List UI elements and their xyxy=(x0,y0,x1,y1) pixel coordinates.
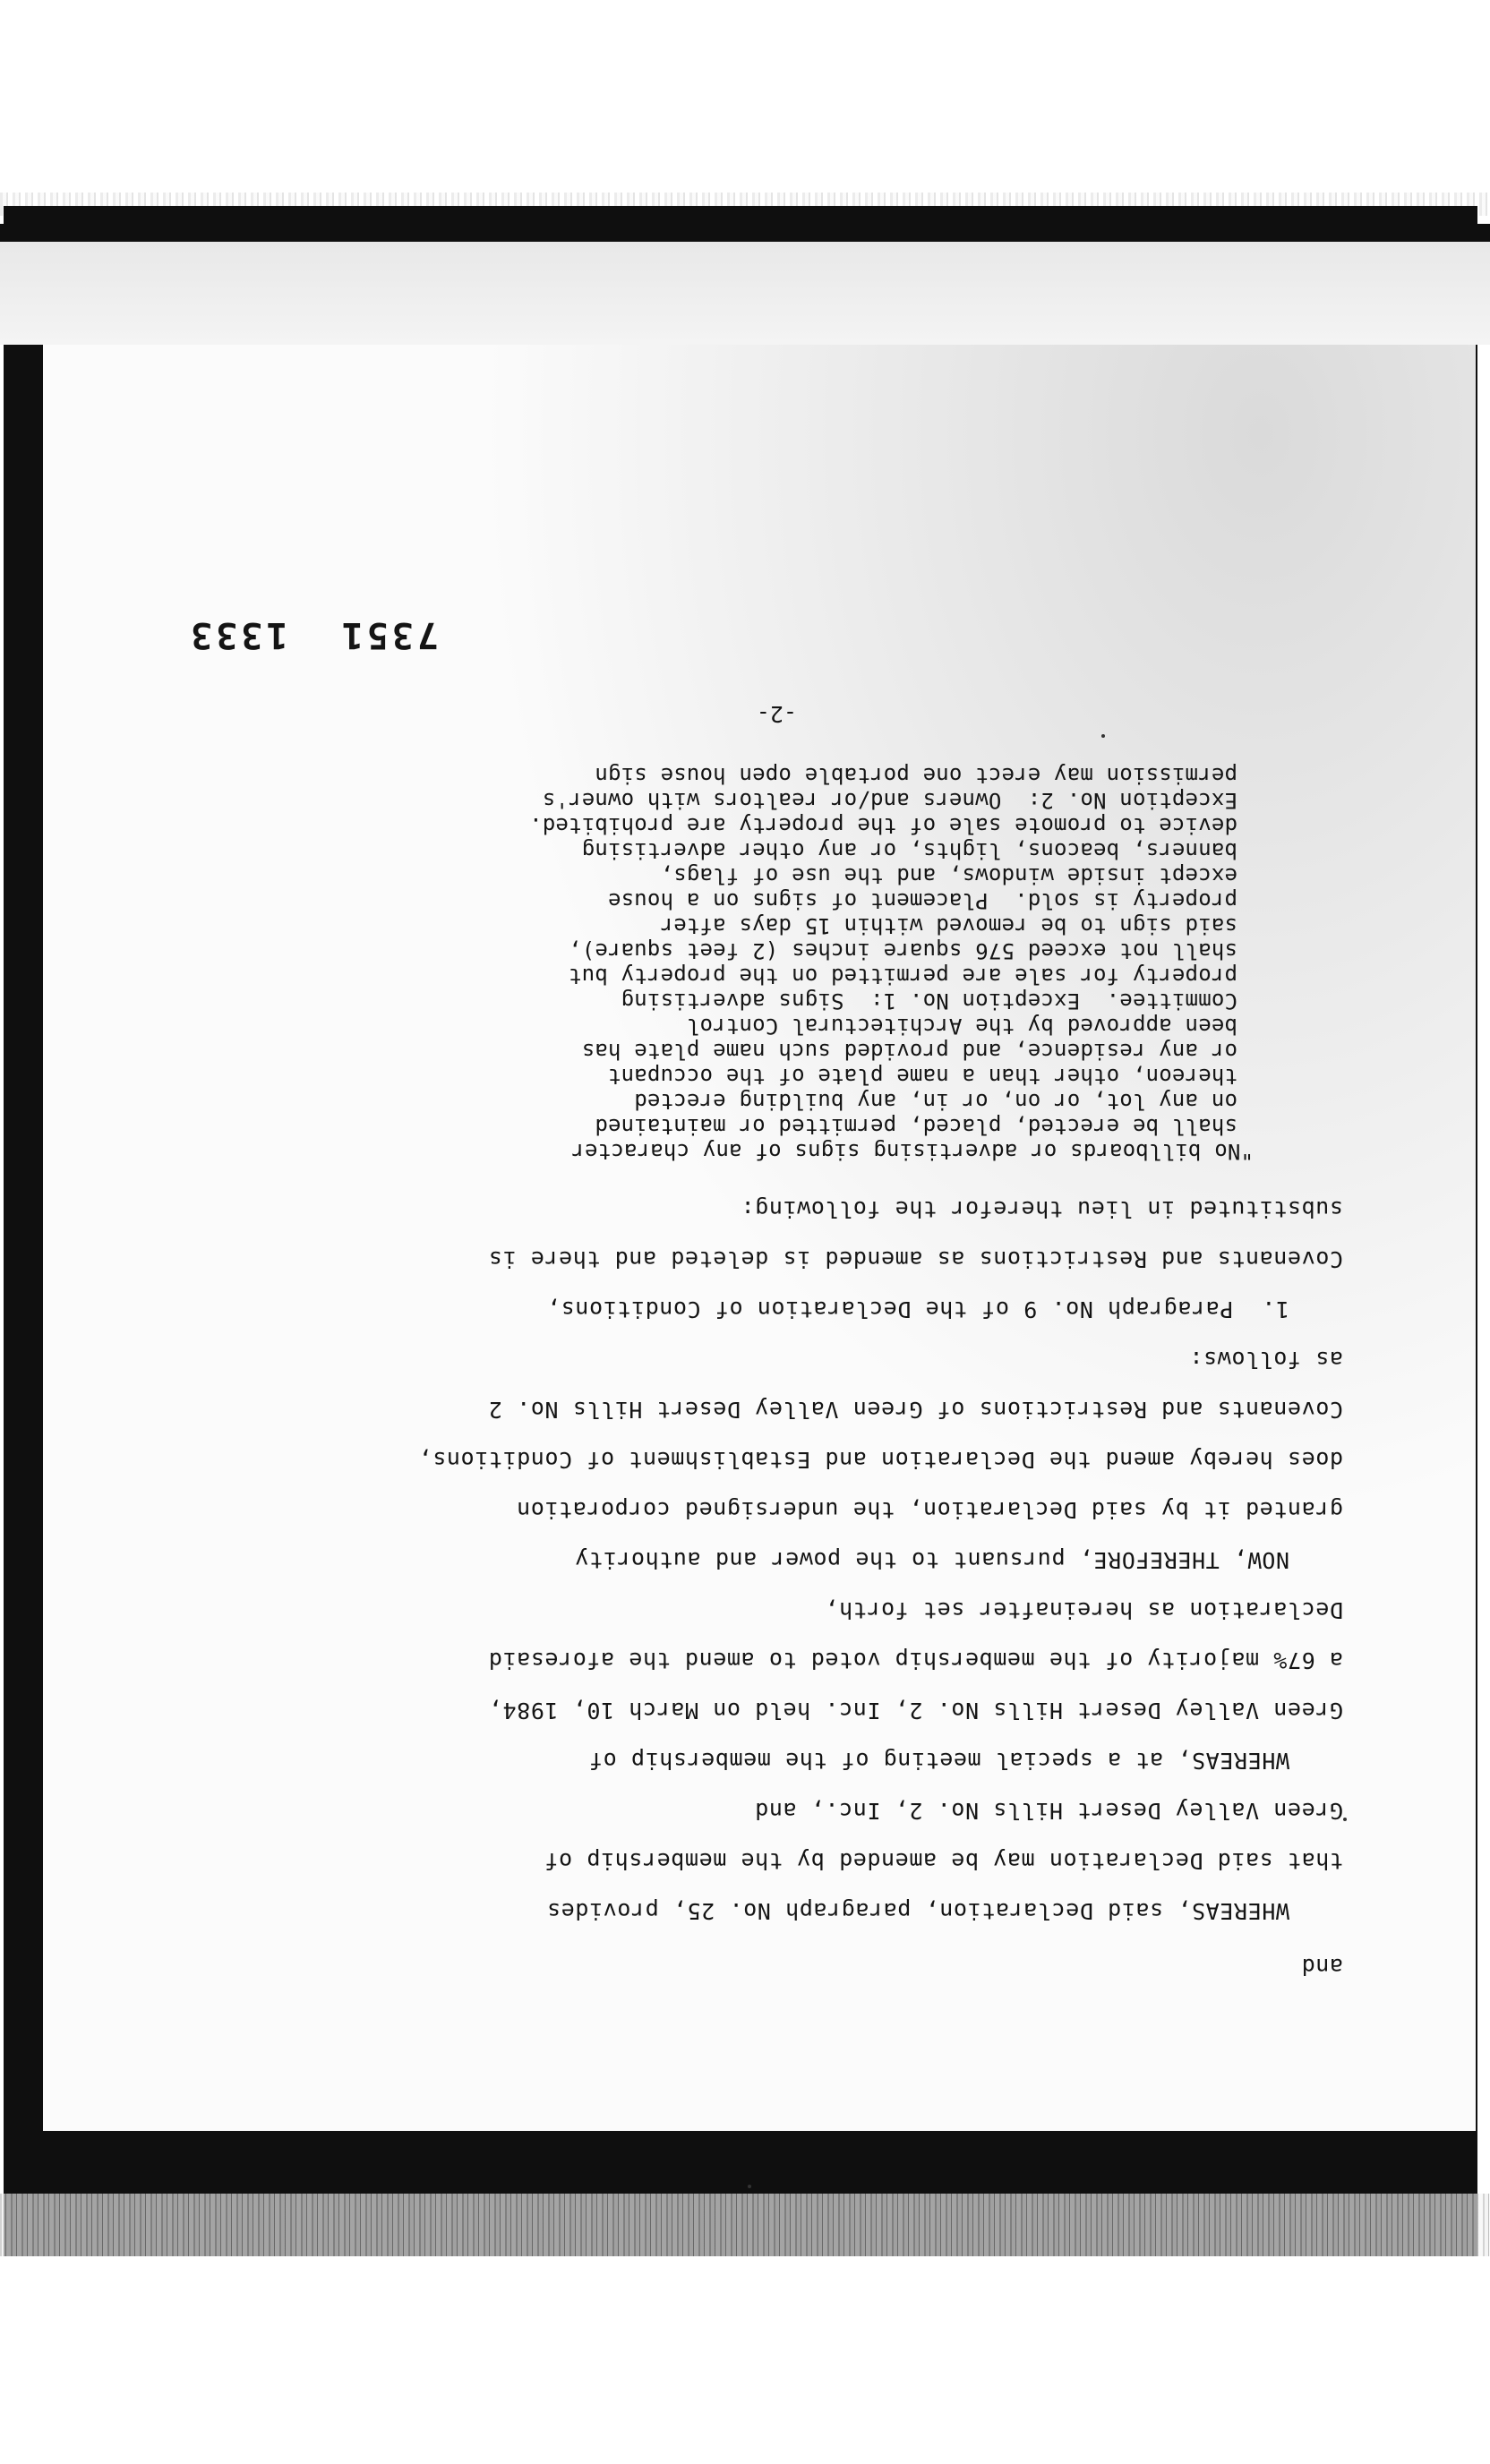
text-line: NOW, THEREFORE, pursuant to the power and authority xyxy=(574,1547,1289,1573)
quote-line: device to promote sale of the property are prohibited. xyxy=(528,813,1237,838)
scan-speck xyxy=(748,2185,751,2188)
quote-line: on any lot, or on, or in, any building erected xyxy=(634,1089,1237,1114)
scan-shadow xyxy=(0,224,1490,345)
quote-line: been approved by the Architectural Control xyxy=(686,1014,1237,1039)
quote-line: except inside windows, and the use of flags, xyxy=(660,863,1237,888)
quote-line: Exception No. 2: Owners and/or realtors with owner's xyxy=(542,788,1237,813)
text-line: that said Declaration may be amended by the membership of xyxy=(544,1848,1343,1874)
text-line: Green Valley Desert Hills No. 2, Inc., and xyxy=(754,1798,1343,1824)
quote-line: shall not exceed 576 square inches (2 feet square), xyxy=(568,938,1237,963)
text-line: a 67% majority of the membership voted to amend the aforesaid xyxy=(488,1647,1343,1673)
scan-speck xyxy=(1101,734,1105,738)
text-line: Covenants and Restrictions as amended is deleted and there is xyxy=(488,1246,1343,1272)
text-line: Green Valley Desert Hills No. 2, Inc. held on March 10, 1984, xyxy=(488,1698,1343,1724)
quote-line: Committee. Exception No. 1: Signs advertising xyxy=(621,988,1237,1014)
page-number: -2- xyxy=(756,701,797,727)
quote-line: thereon, other than a name plate of the occupant xyxy=(607,1064,1237,1089)
text-line: WHEREAS, at a special meeting of the membership of xyxy=(588,1748,1289,1774)
text-line: Declaration as hereinafter set forth, xyxy=(824,1597,1343,1623)
text-line: and xyxy=(1301,1954,1343,1980)
document-body xyxy=(152,403,1343,1979)
quote-line: property is sold. Placement of signs on a house xyxy=(607,888,1237,913)
text-line: Covenants and Restrictions of Green Valley Desert Hills No. 2 xyxy=(488,1397,1343,1423)
quote-line: said sign to be removed within 15 days after xyxy=(660,913,1237,938)
text-line: granted it by said Declaration, the undersigned corporation xyxy=(516,1497,1343,1523)
text-line: WHEREAS, said Declaration, paragraph No. 25, provides xyxy=(546,1898,1289,1924)
text-line: does hereby amend the Declaration and Establishment of Conditions, xyxy=(418,1447,1343,1473)
text-line: substituted in lieu therefor the following: xyxy=(740,1196,1343,1222)
quote-line: or any residence, and provided such name plate has xyxy=(581,1039,1237,1064)
scan-noise-bottom xyxy=(0,2194,1490,2256)
text-line: 1. Paragraph No. 9 of the Declaration of Conditions, xyxy=(546,1296,1289,1322)
quote-line: property for sale are permitted on the property but xyxy=(568,963,1237,988)
quote-line: permission may erect one portable open house sign xyxy=(595,763,1237,788)
recording-number: 7351 1333 xyxy=(187,614,439,655)
quote-line: shall be erected, placed, permitted or maintained xyxy=(595,1114,1237,1139)
scan-speck xyxy=(1343,1818,1347,1821)
text-line: as follows: xyxy=(1188,1347,1343,1373)
quote-line: banners, beacons, lights, or any other advertising xyxy=(581,838,1237,863)
quote-line: "No billboards or advertising signs of any character xyxy=(571,1139,1254,1164)
